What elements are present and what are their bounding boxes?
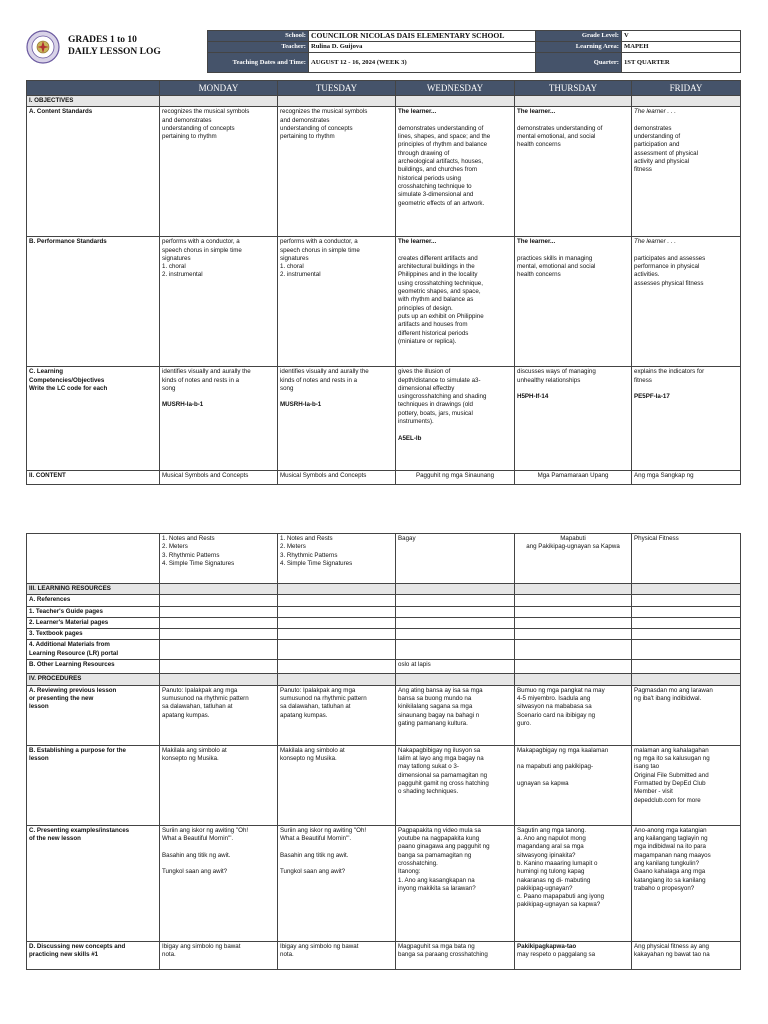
lesson-row: [27, 629, 741, 640]
doc-title-line1: GRADES 1 to 10: [68, 35, 137, 45]
row-label: C. Learning Competencies/Objectives Write the LC code for each: [27, 367, 160, 471]
cell-friday: [632, 584, 741, 595]
cell-wednesday: oslo at lapis: [396, 660, 515, 674]
lesson-row: [27, 471, 741, 485]
cell-wednesday: Pagpapakita ng video mula sa youtube na nagpapakita kung paano ginagawa ang pagguhit ng banga sa pamamagitan ng crosshatching. Itanong: 1. Ano ang kasangkapan na inyong makikita sa larawan?: [396, 825, 515, 941]
cell-wednesday: Pagguhit ng mga Sinaunang: [396, 471, 515, 485]
cell-thursday: Mapabuti ang Pakikipag-ugnayan sa Kapwa: [515, 534, 632, 584]
cell-friday: [632, 629, 741, 640]
row-label: D. Discussing new concepts and practicing new skills #1: [27, 941, 160, 969]
cell-friday: Ano-anong mga katangian ang kailangang taglayin ng mga indibidwal na ito para magampanan nang maayos ang kanilang tungkulin? Gaano kahalaga ang mga katangiang ito sa kanilang trabaho o propesyon?: [632, 825, 741, 941]
cell-thursday: The learner... practices skills in managing mental, emotional and social health concerns: [515, 237, 632, 367]
cell-wednesday: [396, 595, 515, 606]
cell-tuesday: [278, 674, 396, 685]
cell-wednesday: Magpaguhit sa mga bata ng banga sa paraang crosshatching: [396, 941, 515, 969]
row-label: IV. PROCEDURES: [27, 674, 160, 685]
cell-monday: Musical Symbols and Concepts: [160, 471, 278, 485]
cell-monday: Suriin ang iskor ng awiting "Oh! What a Beautiful Mornin'". Basahin ang titik ng awit. Tungkol saan ang awit?: [160, 825, 278, 941]
cell-tuesday: 1. Notes and Rests 2. Meters 3. Rhythmic Patterns 4. Simple Time Signatures: [278, 534, 396, 584]
cell-monday: [160, 640, 278, 660]
cell-wednesday: The learner... demonstrates understanding of lines, shapes, and space; and the principles of rhythm and balance through drawing of archeological artifacts, houses, buildings, and churches from historical periods using crosshatching technique to simulate 3-dimensional and geometric effects of an artwork.: [396, 107, 515, 237]
cell-friday: explains the indicators for fitness PE5PF-Ia-17: [632, 367, 741, 471]
lesson-row: [27, 534, 741, 584]
cell-monday: 1. Notes and Rests 2. Meters 3. Rhythmic Patterns 4. Simple Time Signatures: [160, 534, 278, 584]
cell-tuesday: [278, 660, 396, 674]
cell-thursday: Makapagbigay ng mga kaalaman na mapabuti ang pakikipag- ugnayan sa kapwa: [515, 745, 632, 825]
cell-tuesday: Musical Symbols and Concepts: [278, 471, 396, 485]
day-tuesday: TUESDAY: [278, 81, 396, 96]
cell-thursday: [515, 640, 632, 660]
lesson-row: [27, 96, 741, 107]
cell-friday: [632, 96, 741, 107]
cell-tuesday: recognizes the musical symbols and demonstrates understanding of concepts pertaining to rhythm: [278, 107, 396, 237]
lesson-row: [27, 367, 741, 471]
cell-friday: The learner . . . participates and assesses performance in physical activities. assesses physical fitness: [632, 237, 741, 367]
cell-monday: [160, 629, 278, 640]
cell-monday: Makilala ang simbolo at konsepto ng Musika.: [160, 745, 278, 825]
cell-monday: [160, 96, 278, 107]
cell-thursday: discusses ways of managing unhealthy relationships H5PH-If-14: [515, 367, 632, 471]
cell-tuesday: [278, 617, 396, 628]
row-label: [27, 534, 160, 584]
lesson-row: [27, 584, 741, 595]
cell-monday: [160, 606, 278, 617]
row-label: 2. Learner's Material pages: [27, 617, 160, 628]
cell-thursday: [515, 617, 632, 628]
learning-area-label: Learning Area:: [536, 42, 622, 53]
cell-thursday: Bumuo ng mga pangkat na may 4-5 miyembro. Isadula ang sitwasyon na mababasa sa Scenario card na ibibigay ng guro.: [515, 685, 632, 745]
row-label: B. Establishing a purpose for the lesson: [27, 745, 160, 825]
cell-thursday: [515, 629, 632, 640]
day-wednesday: WEDNESDAY: [396, 81, 515, 96]
cell-friday: Ang mga Sangkap ng: [632, 471, 741, 485]
cell-friday: [632, 660, 741, 674]
cell-tuesday: Panuto: Ipalakpak ang mga sumusunod na rhythmic pattern sa dalawahan, tatluhan at apatang kumpas.: [278, 685, 396, 745]
cell-tuesday: [278, 606, 396, 617]
row-label: C. Presenting examples/instances of the new lesson: [27, 825, 160, 941]
cell-thursday: Pakikipagkapwa-tao may respeto o paggalang sa: [515, 941, 632, 969]
cell-wednesday: [396, 606, 515, 617]
cell-thursday: [515, 584, 632, 595]
cell-wednesday: Bagay: [396, 534, 515, 584]
lesson-row: [27, 617, 741, 628]
cell-tuesday: [278, 640, 396, 660]
cell-wednesday: The learner... creates different artifacts and architectural buildings in the Philippines and in the locality using crosshatching technique, geometric shapes, and space, with rhythm and balance as principles of design. puts up an exhibit on Philippine artifacts and houses from different historical periods (miniature or replica).: [396, 237, 515, 367]
day-friday: FRIDAY: [632, 81, 741, 96]
cell-friday: Physical Fitness: [632, 534, 741, 584]
quarter-label: Quarter:: [536, 53, 622, 73]
lesson-row: [27, 941, 741, 969]
row-label: A. Content Standards: [27, 107, 160, 237]
cell-monday: Panuto: Ipalakpak ang mga sumusunod na rhythmic pattern sa dalawahan, tatluhan at apatang kumpas.: [160, 685, 278, 745]
cell-wednesday: [396, 584, 515, 595]
quarter-value: 1ST QUARTER: [622, 53, 741, 73]
cell-tuesday: [278, 584, 396, 595]
cell-wednesday: [396, 617, 515, 628]
cell-friday: malaman ang kahalagahan ng mga ito sa kalusugan ng isang tao Original File Submitted and Formatted by DepEd Club Member - visit depedclub.com for more: [632, 745, 741, 825]
lesson-table-part1: [26, 80, 740, 485]
row-label: I. OBJECTIVES: [27, 96, 160, 107]
lesson-row: [27, 640, 741, 660]
row-label: II. CONTENT: [27, 471, 160, 485]
cell-tuesday: [278, 629, 396, 640]
cell-wednesday: [396, 674, 515, 685]
cell-tuesday: [278, 595, 396, 606]
cell-thursday: [515, 674, 632, 685]
cell-thursday: [515, 595, 632, 606]
cell-friday: The learner . . . demonstrates understanding of participation and assessment of physical activity and physical fitness: [632, 107, 741, 237]
day-thursday: THURSDAY: [515, 81, 632, 96]
cell-friday: [632, 595, 741, 606]
doc-title-line2: DAILY LESSON LOG: [68, 47, 161, 57]
day-monday: MONDAY: [160, 81, 278, 96]
header-info-table: [207, 30, 740, 73]
row-label: 4. Additional Materials from Learning Resource (LR) portal: [27, 640, 160, 660]
cell-tuesday: performs with a conductor, a speech chorus in simple time signatures 1. choral 2. instrumental: [278, 237, 396, 367]
row-label: B. Other Learning Resources: [27, 660, 160, 674]
cell-wednesday: Ang ating bansa ay isa sa mga bansa sa buong mundo na kinikilalang sagana sa mga sinaunang bagay na bahagi n gating pamanang kultura.: [396, 685, 515, 745]
cell-monday: [160, 617, 278, 628]
lesson-row: [27, 595, 741, 606]
cell-monday: [160, 660, 278, 674]
row-label: A. Reviewing previous lesson or presenting the new lesson: [27, 685, 160, 745]
teacher-label: Teacher:: [208, 42, 309, 53]
cell-friday: Pagmasdan mo ang larawan ng iba't ibang indibidwal.: [632, 685, 741, 745]
row-label: B. Performance Standards: [27, 237, 160, 367]
teacher-value: Rulina D. Guijova: [309, 42, 536, 53]
cell-tuesday: Makilala ang simbolo at konsepto ng Musika.: [278, 745, 396, 825]
cell-monday: performs with a conductor, a speech chorus in simple time signatures 1. choral 2. instrumental: [160, 237, 278, 367]
dates-value: AUGUST 12 - 16, 2024 (WEEK 3): [309, 53, 536, 73]
day-header-blank: [27, 81, 160, 96]
cell-friday: [632, 640, 741, 660]
grade-level-label: Grade Level:: [536, 31, 622, 42]
cell-thursday: [515, 660, 632, 674]
lesson-row: [27, 606, 741, 617]
cell-tuesday: identifies visually and aurally the kinds of notes and rests in a song MUSRH-Ia-b-1: [278, 367, 396, 471]
cell-monday: [160, 595, 278, 606]
cell-monday: [160, 584, 278, 595]
cell-wednesday: [396, 629, 515, 640]
cell-thursday: The learner... demonstrates understanding of mental emotional, and social health concerns: [515, 107, 632, 237]
lesson-row: [27, 825, 741, 941]
lesson-row: [27, 685, 741, 745]
cell-wednesday: gives the illusion of depth/distance to simulate a3- dimensional effectby usingcrosshatching and shading techniques in drawings (old pottery, boats, jars, musical instruments). A5EL-Ib: [396, 367, 515, 471]
cell-wednesday: [396, 640, 515, 660]
lesson-row: [27, 237, 741, 367]
grade-level-value: V: [622, 31, 741, 42]
cell-friday: Ang physical fitness ay ang kakayahan ng bawat tao na: [632, 941, 741, 969]
row-label: 3. Textbook pages: [27, 629, 160, 640]
school-value: COUNCILOR NICOLAS DAIS ELEMENTARY SCHOOL: [309, 31, 536, 42]
deped-seal-logo: [26, 30, 60, 64]
cell-tuesday: Suriin ang iskor ng awiting "Oh! What a Beautiful Mornin'". Basahin ang titik ng awit. Tungkol saan ang awit?: [278, 825, 396, 941]
cell-wednesday: Nakapagbibigay ng ilusyon sa lalim at layo ang mga bagay na may tatlong sukat o 3- dimensional sa pamamagitan ng pagguhit gamit ng cross hatching o shading techniques.: [396, 745, 515, 825]
cell-friday: [632, 606, 741, 617]
cell-tuesday: Ibigay ang simbolo ng bawat nota.: [278, 941, 396, 969]
cell-monday: identifies visually and aurally the kinds of notes and rests in a song MUSRH-Ia-b-1: [160, 367, 278, 471]
row-label: III. LEARNING RESOURCES: [27, 584, 160, 595]
cell-monday: Ibigay ang simbolo ng bawat nota.: [160, 941, 278, 969]
school-label: School:: [208, 31, 309, 42]
cell-thursday: [515, 96, 632, 107]
lesson-row: [27, 745, 741, 825]
lesson-row: [27, 660, 741, 674]
row-label: 1. Teacher's Guide pages: [27, 606, 160, 617]
cell-tuesday: [278, 96, 396, 107]
cell-thursday: Sagutin ang mga tanong. a. Ano ang napulot mong magandang aral sa mga sitwasyong ipinakita? b. Kanino maaaring lumapit o humingi ng tulong kapag nakaranas ng di- mabuting pakikipag-ugnayan? c. Paano mapapabuti ang iyong pakikipag-ugnayan sa kapwa?: [515, 825, 632, 941]
cell-friday: [632, 617, 741, 628]
cell-friday: [632, 674, 741, 685]
cell-wednesday: [396, 96, 515, 107]
day-header-row: [27, 81, 741, 96]
cell-monday: recognizes the musical symbols and demonstrates understanding of concepts pertaining to rhythm: [160, 107, 278, 237]
lesson-row: [27, 107, 741, 237]
lesson-table-part2: [26, 533, 740, 970]
row-label: A. References: [27, 595, 160, 606]
cell-monday: [160, 674, 278, 685]
dates-label: Teaching Dates and Time:: [208, 53, 309, 73]
cell-thursday: [515, 606, 632, 617]
cell-thursday: Mga Pamamaraan Upang: [515, 471, 632, 485]
lesson-row: [27, 674, 741, 685]
learning-area-value: MAPEH: [622, 42, 741, 53]
